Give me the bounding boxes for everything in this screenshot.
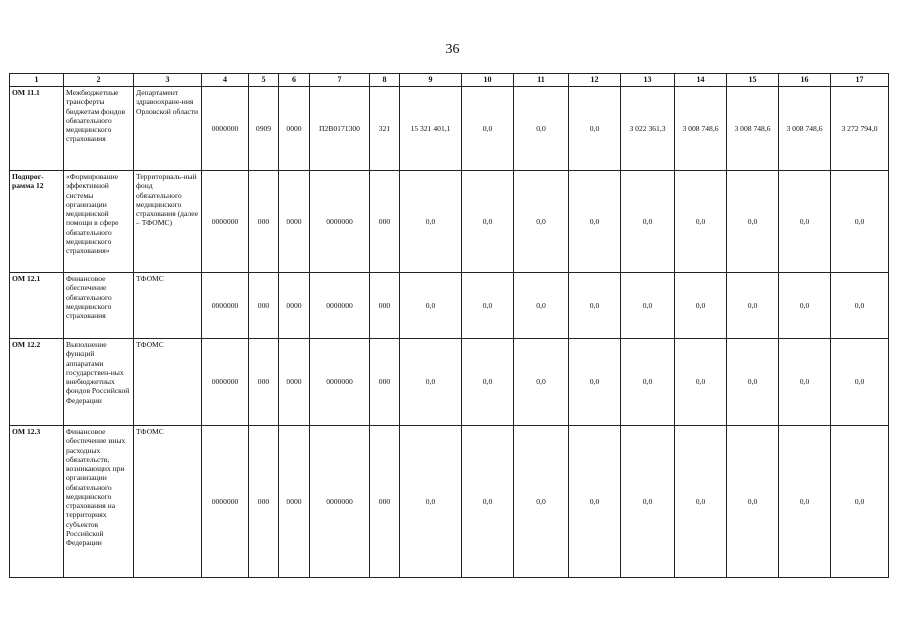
table-row xyxy=(10,426,889,578)
table-cell: 0,0 xyxy=(462,339,514,426)
table-cell: 0000 xyxy=(279,339,310,426)
column-header: 7 xyxy=(310,74,370,87)
table-cell: 0,0 xyxy=(462,273,514,339)
table-cell: 0,0 xyxy=(621,426,675,578)
table-cell: 0,0 xyxy=(675,339,727,426)
table-cell: 000 xyxy=(249,339,279,426)
column-header: 14 xyxy=(675,74,727,87)
table-cell: 0,0 xyxy=(675,273,727,339)
table-cell: 3 008 748,6 xyxy=(675,87,727,171)
table-cell: 0,0 xyxy=(569,171,621,273)
table-cell: 0,0 xyxy=(779,273,831,339)
table-cell: 0,0 xyxy=(462,426,514,578)
page-number: 36 xyxy=(445,42,460,57)
header-row xyxy=(10,74,889,87)
table-cell: 0,0 xyxy=(400,171,462,273)
table-cell: 0,0 xyxy=(779,339,831,426)
table-cell: 0,0 xyxy=(831,339,889,426)
table-cell: 0000000 xyxy=(202,426,249,578)
row-name: Финансовое обеспечение обязательного медицинского страхования xyxy=(64,273,134,339)
table-cell: 0,0 xyxy=(514,171,569,273)
table-cell: 3 008 748,6 xyxy=(727,87,779,171)
table-cell: 0000 xyxy=(279,171,310,273)
table-cell: 3 272 794,0 xyxy=(831,87,889,171)
table-cell: 0000 xyxy=(279,426,310,578)
row-executor: ТФОМС xyxy=(134,273,202,339)
table-cell: 0000000 xyxy=(202,87,249,171)
table-cell: 0000000 xyxy=(310,339,370,426)
table-cell: 0,0 xyxy=(462,171,514,273)
table-cell: 0,0 xyxy=(727,426,779,578)
column-header: 17 xyxy=(831,74,889,87)
table-cell: 000 xyxy=(370,171,400,273)
table-row xyxy=(10,339,889,426)
table-cell: 0000 xyxy=(279,273,310,339)
column-header: 2 xyxy=(64,74,134,87)
table-cell: 0,0 xyxy=(621,273,675,339)
row-name: Выполнение функций аппаратами государствен-ных внебюджетных фондов Российской Федерации xyxy=(64,339,134,426)
row-executor: Территориаль-ный фонд обязательного медицинского страхования (далее – ТФОМС) xyxy=(134,171,202,273)
table-cell: 000 xyxy=(370,339,400,426)
table-cell: 0,0 xyxy=(779,426,831,578)
column-header: 16 xyxy=(779,74,831,87)
table-cell: 0,0 xyxy=(831,426,889,578)
table-cell: 0,0 xyxy=(675,171,727,273)
table-cell: 0,0 xyxy=(675,426,727,578)
table-cell: 0,0 xyxy=(831,273,889,339)
table-cell: 321 xyxy=(370,87,400,171)
table-cell: 0,0 xyxy=(400,273,462,339)
table-cell: 15 321 401,1 xyxy=(400,87,462,171)
table-cell: 000 xyxy=(249,273,279,339)
table-row xyxy=(10,273,889,339)
table-cell: П2В0171300 xyxy=(310,87,370,171)
table-cell: 0,0 xyxy=(569,339,621,426)
table-cell: 0000000 xyxy=(310,426,370,578)
column-header: 10 xyxy=(462,74,514,87)
table-row xyxy=(10,87,889,171)
column-header: 11 xyxy=(514,74,569,87)
row-code: ОМ 12.1 xyxy=(10,273,64,339)
column-header: 5 xyxy=(249,74,279,87)
table-cell: 0,0 xyxy=(621,171,675,273)
table-cell: 0,0 xyxy=(779,171,831,273)
column-header: 4 xyxy=(202,74,249,87)
table-cell: 0000000 xyxy=(310,273,370,339)
column-header: 9 xyxy=(400,74,462,87)
table-cell: 000 xyxy=(370,426,400,578)
table-cell: 0,0 xyxy=(400,339,462,426)
table-cell: 3 022 361,3 xyxy=(621,87,675,171)
table-cell: 0000000 xyxy=(202,171,249,273)
table-cell: 000 xyxy=(249,171,279,273)
table-cell: 0,0 xyxy=(727,339,779,426)
row-executor: ТФОМС xyxy=(134,426,202,578)
column-header: 13 xyxy=(621,74,675,87)
table-cell: 0000000 xyxy=(202,273,249,339)
column-header: 1 xyxy=(10,74,64,87)
table-cell: 0000000 xyxy=(202,339,249,426)
row-executor: Департамент здравоохране-ния Орловской области xyxy=(134,87,202,171)
table-cell: 000 xyxy=(249,426,279,578)
column-header: 12 xyxy=(569,74,621,87)
table-cell: 0,0 xyxy=(569,273,621,339)
row-name: Финансовое обеспечение иных расходных обязательств, возникающих при организации обязательного медицинского страхования на территориях субъектов Российской Федерации xyxy=(64,426,134,578)
row-name: «Формирование эффективной системы организации медицинской помощи в сфере обязательного медицинского страхования» xyxy=(64,171,134,273)
table-cell: 000 xyxy=(370,273,400,339)
column-header: 3 xyxy=(134,74,202,87)
row-code: Подпрог-рамма 12 xyxy=(10,171,64,273)
table-cell: 0,0 xyxy=(514,339,569,426)
table-cell: 0,0 xyxy=(462,87,514,171)
table-cell: 0,0 xyxy=(727,171,779,273)
table-cell: 0909 xyxy=(249,87,279,171)
table-row xyxy=(10,171,889,273)
column-header: 15 xyxy=(727,74,779,87)
table-cell: 0,0 xyxy=(400,426,462,578)
table-cell: 0000000 xyxy=(310,171,370,273)
budget-table xyxy=(9,73,889,578)
column-header: 6 xyxy=(279,74,310,87)
table-cell: 0,0 xyxy=(831,171,889,273)
row-code: ОМ 11.1 xyxy=(10,87,64,171)
table-cell: 0,0 xyxy=(569,426,621,578)
table-cell: 0,0 xyxy=(514,87,569,171)
row-executor: ТФОМС xyxy=(134,339,202,426)
table-cell: 0,0 xyxy=(514,426,569,578)
row-code: ОМ 12.2 xyxy=(10,339,64,426)
row-code: ОМ 12.3 xyxy=(10,426,64,578)
table-cell: 3 008 748,6 xyxy=(779,87,831,171)
column-header: 8 xyxy=(370,74,400,87)
row-name: Межбюджетные трансферты бюджетам фондов обязательного медицинского страхования xyxy=(64,87,134,171)
table-cell: 0,0 xyxy=(514,273,569,339)
table-cell: 0000 xyxy=(279,87,310,171)
table-cell: 0,0 xyxy=(727,273,779,339)
table-cell: 0,0 xyxy=(621,339,675,426)
table-cell: 0,0 xyxy=(569,87,621,171)
